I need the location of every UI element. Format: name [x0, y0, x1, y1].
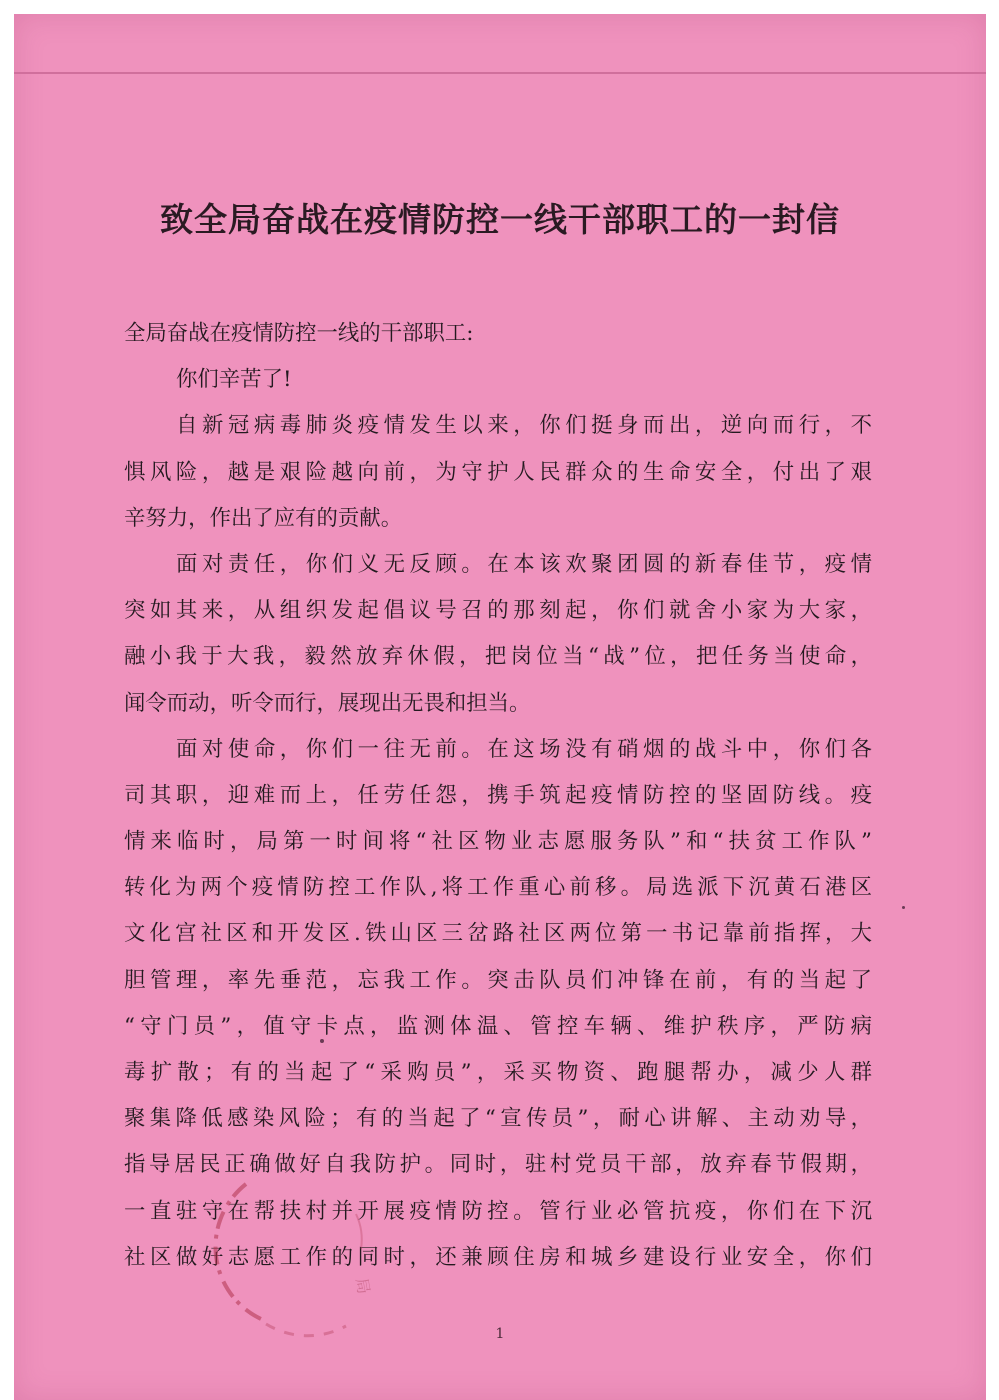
paragraph-1-line: 惧风险，越是艰险越向前，为守护人民群众的生命安全，付出了艰: [124, 459, 872, 485]
svg-text:局: 局: [352, 1276, 374, 1296]
paragraph-3-line: 指导居民正确做好自我防护。同时，驻村党员干部，放弃春节假期，: [124, 1152, 872, 1178]
paragraph-2-line: 融小我于大我，毅然放弃休假，把岗位当“战”位，把任务当使命，: [124, 644, 872, 670]
paragraph-3-line: 面对使命，你们一往无前。在这场没有硝烟的战斗中，你们各: [176, 736, 872, 762]
paragraph-2-line: 突如其来，从组织发起倡议号召的那刻起，你们就舍小家为大家，: [124, 598, 872, 624]
paragraph-3-line: 胆管理，率先垂范，忘我工作。突击队员们冲锋在前，有的当起了: [124, 967, 872, 993]
speck-mark: [320, 1039, 324, 1043]
paragraph-3-line: 毒扩散；有的当起了“采购员”，采买物资、跑腿帮办，减少人群: [124, 1060, 872, 1085]
paragraph-3-line: 聚集降低感染风险；有的当起了“宣传员”，耐心讲解、主动劝导，: [124, 1106, 872, 1132]
paragraph-3-line: 社区做好志愿工作的同时，还兼顾住房和城乡建设行业安全，你们: [124, 1244, 872, 1270]
letter-title: 致全局奋战在疫情防控一线干部职工的一封信: [160, 200, 840, 239]
paragraph-2-line: 闻令而动，听令而行，展现出无畏和担当。: [124, 690, 531, 716]
paragraph-2-line: 面对责任，你们义无反顾。在本该欢聚团圆的新春佳节，疫情: [176, 551, 872, 577]
paragraph-1-line: 自新冠病毒肺炎疫情发生以来，你们挺身而出，逆向而行，不: [176, 413, 872, 439]
letter-body: [124, 311, 872, 1281]
paragraph-3-line: “守门员”，值守卡点，监测体温、管控车辆、维护秩序，严防病: [124, 1013, 872, 1039]
paragraph-3-line: 情来临时，局第一时间将“社区物业志愿服务队”和“扶贫工作队”: [124, 829, 872, 855]
paragraph-3-line: 一直驻守在帮扶村并开展疫情防控。管行业必管抗疫，你们在下沉: [124, 1198, 872, 1224]
document-page: [14, 14, 986, 1400]
speck-mark: [902, 906, 905, 909]
paragraph-3-line: 司其职，迎难而上，任劳任怨，携手筑起疫情防控的坚固防线。疫: [124, 782, 872, 808]
official-seal-stamp: [206, 1154, 396, 1344]
paragraph-1-line: 辛努力，作出了应有的贡献。: [124, 505, 403, 531]
salutation: 全局奋战在疫情防控一线的干部职工:: [124, 321, 474, 346]
paragraph-3-line: 转化为两个疫情防控工作队,将工作重心前移。局选派下沉黄石港区: [124, 875, 872, 901]
page-number: 1: [495, 1326, 505, 1342]
greeting: 你们辛苦了!: [176, 367, 292, 393]
page-fold-line: [14, 72, 986, 74]
paragraph-3-line: 文化宫社区和开发区.铁山区三岔路社区两位第一书记靠前指挥，大: [124, 921, 872, 947]
